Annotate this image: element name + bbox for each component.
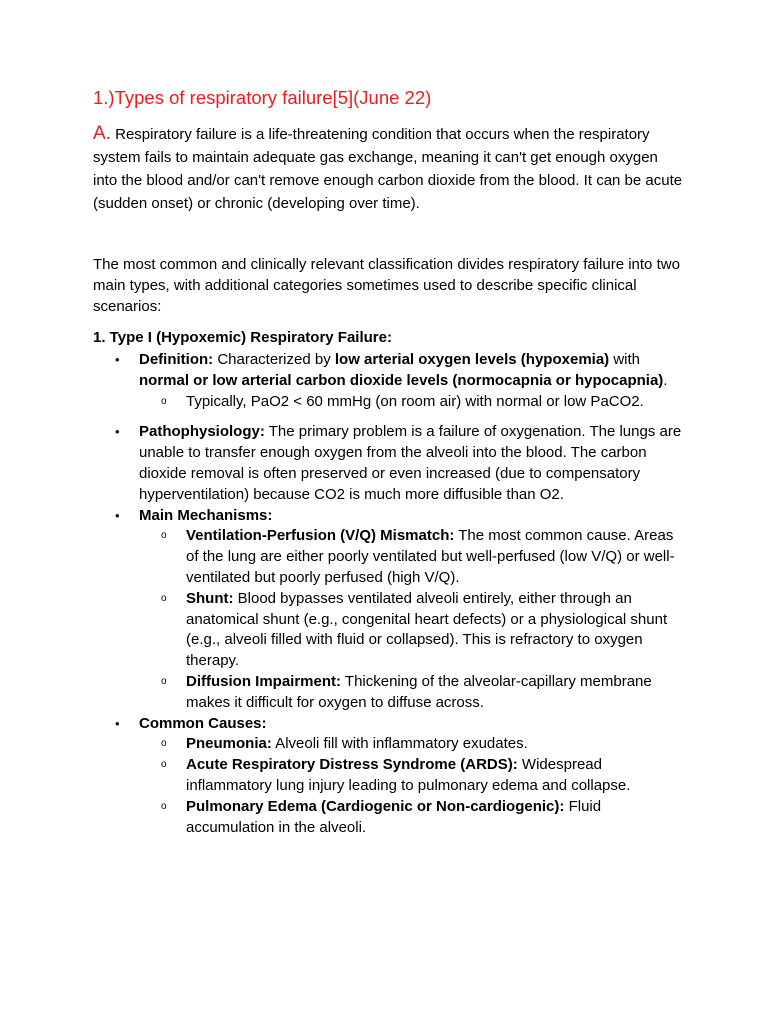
definition-sub-text: Typically, PaO2 < 60 mmHg (on room air) with normal or low PaCO2.: [186, 392, 644, 410]
mechanism-text: The most common cause. Areas of the lung are either poorly ventilated but well-perfused (low V/Q) or well-ventilated but poorly perfused (high V/Q).: [186, 527, 675, 586]
circle-bullet-icon: o: [161, 592, 167, 604]
mechanism-label: Diffusion Impairment:: [186, 672, 342, 690]
classification-paragraph: The most common and clinically relevant classification divides respiratory failure into two main types, with additional categories sometimes used to describe specific clinical scenarios:: [93, 256, 680, 315]
cause-label: Acute Respiratory Distress Syndrome (ARDS):: [186, 756, 518, 774]
intro-paragraph: [93, 122, 683, 215]
pathophysiology-label: Pathophysiology:: [139, 423, 265, 441]
circle-bullet-icon: o: [161, 530, 167, 542]
mechanism-text: Thickening of the alveolar-capillary membrane makes it difficult for oxygen to diffuse across.: [186, 672, 652, 711]
circle-bullet-icon: o: [161, 738, 167, 750]
intro-text: Respiratory failure is a life-threatening condition that occurs when the respiratory system fails to maintain adequate gas exchange, meaning it can't get enough oxygen into the blood and/or can't remove enough carbon dioxide from the blood. It can be acute (sudden onset) or chronic (developing over time).: [93, 126, 683, 212]
page-title: 1.)Types of respiratory failure[5](June 22): [93, 87, 432, 108]
cause-text: Fluid accumulation in the alveoli.: [186, 797, 602, 836]
cause-subitem: [93, 734, 683, 755]
definition-item: [93, 350, 683, 392]
bullet-icon: •: [115, 507, 120, 523]
mechanism-subitem: [93, 672, 683, 714]
definition-label: Definition:: [139, 351, 214, 368]
definition-bold-2: normal or low arterial carbon dioxide levels (normocapnia or hypocapnia): [139, 371, 664, 389]
mechanisms-item: [93, 506, 683, 527]
cause-text: Alveoli fill with inflammatory exudates.: [271, 735, 528, 753]
cause-label: Pneumonia:: [186, 735, 272, 753]
mechanism-label: Shunt:: [186, 589, 234, 607]
pathophysiology-text: The primary problem is a failure of oxygenation. The lungs are unable to transfer enough oxygen from the alveoli into the blood. The carbon dioxide removal is often preserved or even increased (due to compensatory hyperventilation) because CO2 is much more diffusible than O2.: [139, 423, 682, 503]
causes-item: [93, 714, 683, 735]
bullet-icon: •: [115, 715, 120, 731]
circle-bullet-icon: o: [161, 759, 167, 771]
definition-bold-1: low arterial oxygen levels (hypoxemia): [334, 351, 610, 368]
definition-text-2: with: [609, 351, 641, 368]
mechanism-label: Ventilation-Perfusion (V/Q) Mismatch:: [186, 527, 455, 545]
definition-text-3: .: [663, 371, 668, 389]
cause-subitem: [93, 755, 683, 797]
causes-label: Common Causes:: [139, 714, 267, 732]
mechanism-subitem: [93, 526, 683, 588]
definition-subitem: [93, 392, 683, 413]
mechanism-subitem: [93, 589, 683, 672]
type1-list: [93, 350, 683, 838]
section-marker: A.: [93, 123, 111, 144]
circle-bullet-icon: o: [161, 395, 167, 407]
circle-bullet-icon: o: [161, 800, 167, 812]
cause-label: Pulmonary Edema (Cardiogenic or Non-cardiogenic):: [186, 797, 565, 815]
pathophysiology-item: [93, 422, 683, 505]
cause-subitem: [93, 797, 683, 839]
mechanism-text: Blood bypasses ventilated alveoli entirely, either through an anatomical shunt (e.g., congenital heart defects) or a physiological shunt (e.g., alveoli filled with fluid or collapsed). This is refractory to oxygen therapy.: [186, 589, 668, 670]
bullet-icon: •: [115, 424, 120, 440]
definition-text-1: Characterized by: [213, 351, 335, 368]
cause-text: Widespread inflammatory lung injury leading to pulmonary edema and collapse.: [186, 756, 631, 794]
section-heading: 1. Type I (Hypoxemic) Respiratory Failure:: [93, 329, 392, 346]
circle-bullet-icon: o: [161, 675, 167, 687]
mechanisms-label: Main Mechanisms:: [139, 506, 273, 524]
bullet-icon: •: [115, 352, 120, 367]
